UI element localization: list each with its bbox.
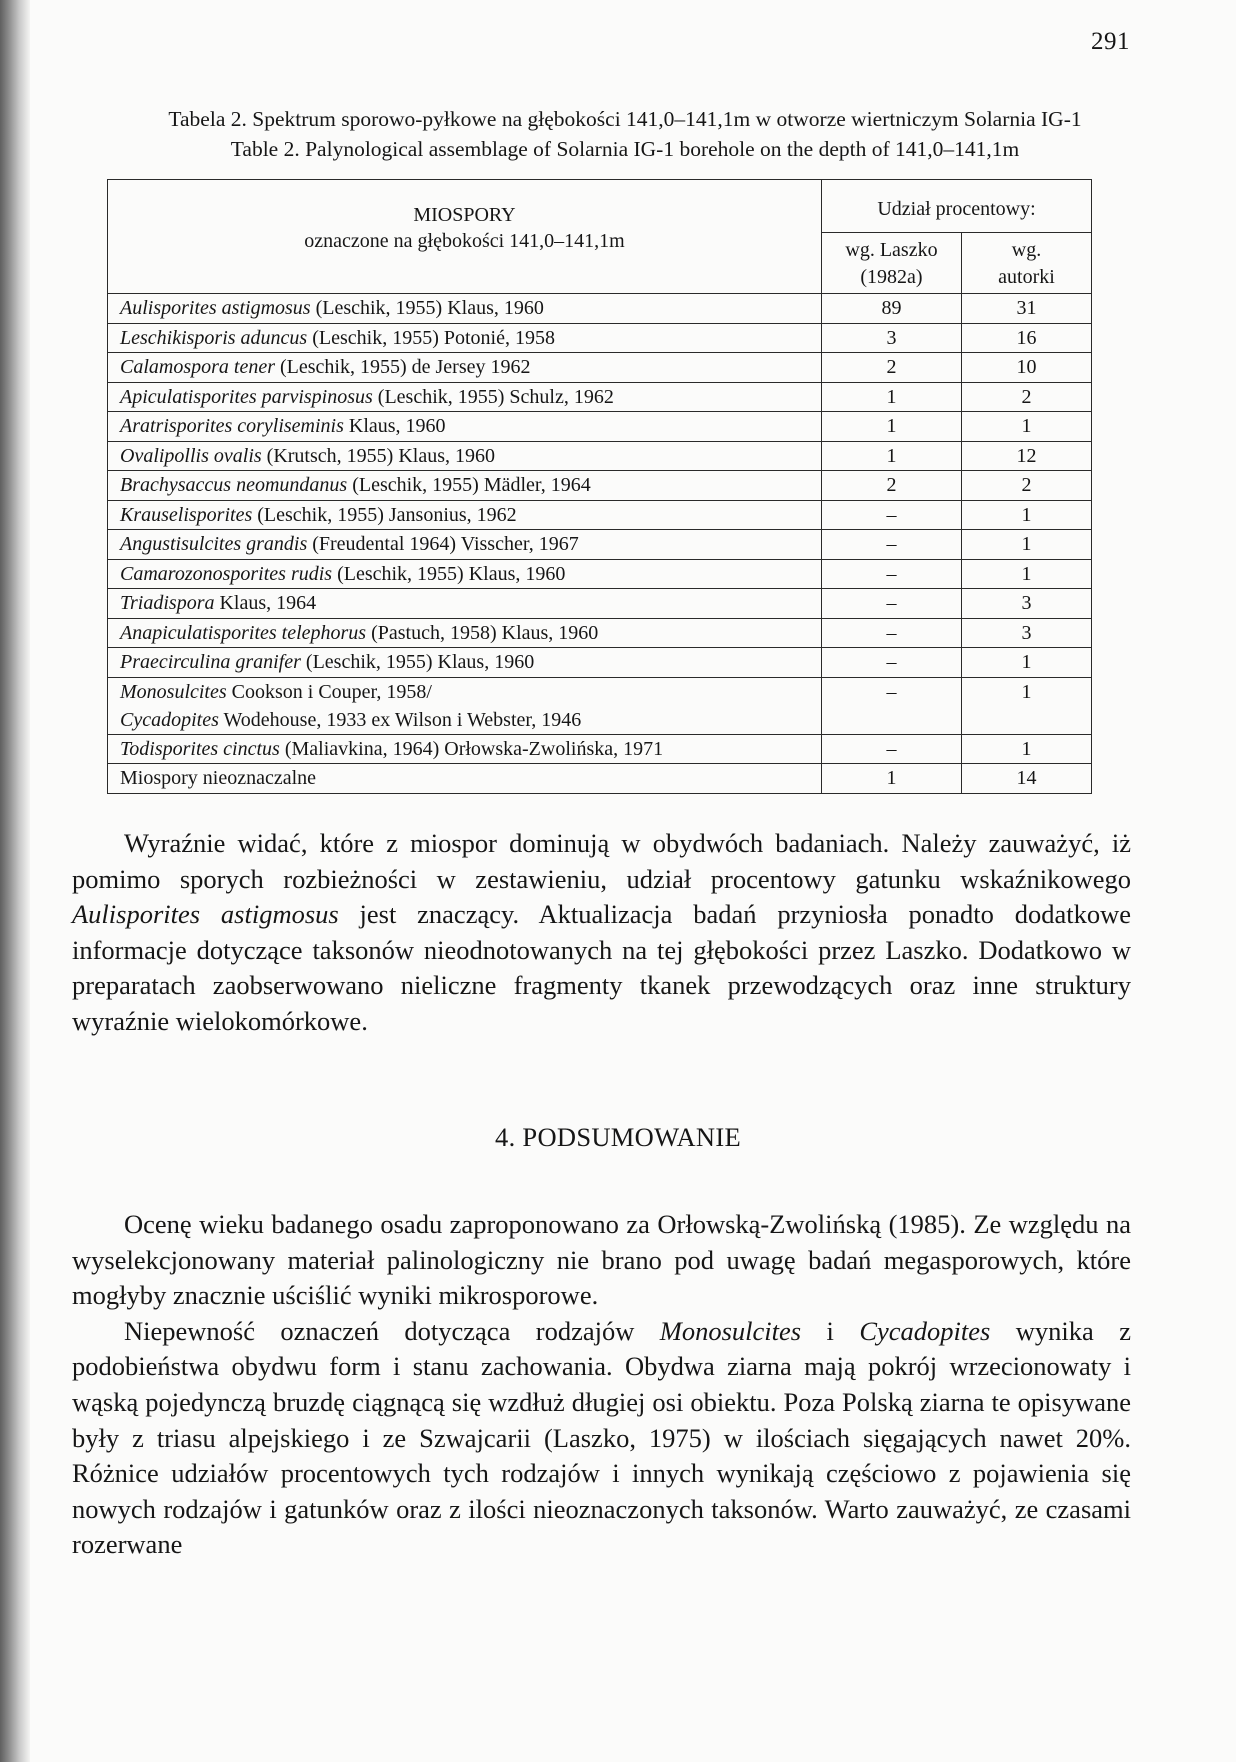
spectrum-table <box>107 179 1092 794</box>
taxon-cell <box>108 323 822 353</box>
paragraph-summary-2 <box>72 1314 1131 1563</box>
header-udzial: Udział procentowy: <box>822 180 1092 233</box>
taxon-author: (Leschik, 1955) Schulz, 1962 <box>372 385 614 408</box>
autorki-value: 3 <box>962 589 1092 619</box>
header-laszko-line1: wg. Laszko <box>845 239 938 261</box>
laszko-value: – <box>822 530 962 560</box>
taxon-author: Klaus, 1964 <box>214 592 317 615</box>
taxon-cell <box>108 648 822 678</box>
table-row <box>108 412 1092 442</box>
paragraph-italic-taxon: Monosulcites <box>659 1315 802 1346</box>
autorki-value: 1 <box>962 412 1092 442</box>
table-row <box>108 648 1092 678</box>
caption-polish: Tabela 2. Spektrum sporowo-pyłkowe na głębokości 141,0–141,1m w otworze wiertniczym Solarnia IG-1 <box>168 107 1082 131</box>
taxon-cell <box>108 734 822 764</box>
table-row-double <box>108 677 1092 734</box>
autorki-value: 1 <box>962 530 1092 560</box>
taxon-cell <box>108 382 822 412</box>
autorki-value: 10 <box>962 353 1092 383</box>
taxon-author: (Maliavkina, 1964) Orłowska-Zwolińska, 1971 <box>279 737 664 760</box>
table-caption <box>0 104 1236 164</box>
taxon-genus: Angustisulcites grandis <box>120 533 308 556</box>
taxon-cell <box>108 500 822 530</box>
laszko-value: 1 <box>822 382 962 412</box>
taxon-genus: Cycadopites <box>120 708 219 731</box>
laszko-value: – <box>822 559 962 589</box>
header-autorki-line1: wg. <box>1011 239 1042 261</box>
laszko-value: 1 <box>822 764 962 794</box>
taxon-author: Wodehouse, 1933 ex Wilson i Webster, 1946 <box>218 708 582 731</box>
page-number: 291 <box>1091 28 1130 55</box>
autorki-value: 2 <box>962 471 1092 501</box>
table-row <box>108 500 1092 530</box>
laszko-value: 3 <box>822 323 962 353</box>
header-laszko-line2: (1982a) <box>860 266 923 288</box>
taxon-genus: Calamospora tener <box>120 356 275 379</box>
laszko-value: – <box>822 677 962 734</box>
laszko-value: 2 <box>822 471 962 501</box>
table-row <box>108 734 1092 764</box>
laszko-value: – <box>822 589 962 619</box>
caption-english: Table 2. Palynological assemblage of Solarnia IG-1 borehole on the depth of 141,0–141,1m <box>230 137 1020 161</box>
taxon-author: (Leschik, 1955) Klaus, 1960 <box>300 651 535 674</box>
table-row <box>108 471 1092 501</box>
table-row-last <box>108 764 1092 794</box>
paragraph-text-span: Niepewność oznaczeń dotycząca rodzajów <box>124 1315 660 1346</box>
paragraph-results <box>72 826 1131 1040</box>
laszko-value: 1 <box>822 441 962 471</box>
taxon-author: Klaus, 1960 <box>343 415 446 438</box>
table-row <box>108 618 1092 648</box>
taxon-author: (Leschik, 1955) Jansonius, 1962 <box>252 503 517 526</box>
taxon-cell-double <box>108 677 822 734</box>
taxon-genus: Apiculatisporites parvispinosus <box>120 385 373 408</box>
paragraph-text-span: Wyraźnie widać, które z miospor dominują w obydwóch badaniach. Należy zauważyć, iż pomimo sporych rozbieżności w zestawieniu, udział procentowy gatunku wskaźnikowego <box>72 828 1131 894</box>
paragraph-summary-1: Ocenę wieku badanego osadu zaproponowano za Orłowską-Zwolińską (1985). Ze względu na wyselekcjonowany materiał palinologiczny nie brano pod uwagę badań megasporowych, które mogłyby znacznie uściślić wyniki mikrosporowe. <box>72 1209 1131 1311</box>
table-row <box>108 353 1092 383</box>
laszko-value: – <box>822 618 962 648</box>
taxon-genus: Aulisporites astigmosus <box>120 297 311 320</box>
taxon-genus: Anapiculatisporites telephorus <box>120 621 367 644</box>
table-row <box>108 294 1092 324</box>
taxon-cell <box>108 589 822 619</box>
laszko-value: 89 <box>822 294 962 324</box>
section-title: 4. PODSUMOWANIE <box>495 1122 741 1152</box>
autorki-value: 3 <box>962 618 1092 648</box>
autorki-value: 1 <box>962 734 1092 764</box>
taxon-genus: Todisporites cinctus <box>120 737 280 760</box>
taxon-cell <box>108 441 822 471</box>
table-row <box>108 382 1092 412</box>
taxon-genus: Praecirculina granifer <box>120 651 301 674</box>
table-row <box>108 323 1092 353</box>
taxon-author: (Pastuch, 1958) Klaus, 1960 <box>366 621 599 644</box>
header-autorki-line2: autorki <box>998 266 1055 288</box>
taxon-cell <box>108 412 822 442</box>
autorki-value: 1 <box>962 677 1092 734</box>
paragraph-text-span: jest znaczący. Aktualizacja badań przyniosła ponadto dodatkowe informacje dotyczące taksonów nieodnotowanych na tej głębokości przez Laszko. Dodatkowo w preparatach zaobserwowano nieliczne fragmenty tkanek przewodzących oraz inne struktury wyraźnie wielokomórkowe. <box>72 899 1131 1036</box>
paragraph-results-text <box>72 826 1131 1040</box>
taxon-cell <box>108 471 822 501</box>
table-header-row <box>108 180 1092 233</box>
taxon-cell <box>108 559 822 589</box>
binding-shadow <box>0 0 30 1762</box>
table-row <box>108 441 1092 471</box>
taxon-genus: Ovalipollis ovalis <box>120 444 262 467</box>
header-miospory-title: MIOSPORY <box>413 204 516 226</box>
autorki-value: 16 <box>962 323 1092 353</box>
taxon-cell <box>108 618 822 648</box>
autorki-value: 12 <box>962 441 1092 471</box>
taxon-author: Cookson i Couper, 1958/ <box>226 680 432 703</box>
taxon-author: (Leschik, 1955) Mädler, 1964 <box>347 474 591 497</box>
taxon-cell <box>108 294 822 324</box>
laszko-value: 1 <box>822 412 962 442</box>
laszko-value: – <box>822 734 962 764</box>
spectrum-table-wrapper <box>107 179 1091 794</box>
autorki-value: 1 <box>962 648 1092 678</box>
paragraph-italic-taxon: Cycadopites <box>859 1315 991 1346</box>
taxon-genus: Triadispora <box>120 592 215 615</box>
taxon-cell: Miospory nieoznaczalne <box>108 764 822 794</box>
table-row <box>108 589 1092 619</box>
taxon-genus: Brachysaccus neomundanus <box>120 474 348 497</box>
taxon-author: (Leschik, 1955) Potonié, 1958 <box>307 326 555 349</box>
taxon-genus: Camarozonosporites rudis <box>120 562 333 585</box>
taxon-genus: Leschikisporis aduncus <box>120 326 308 349</box>
header-miospory-subtitle: oznaczone na głębokości 141,0–141,1m <box>304 230 625 252</box>
paragraph-italic-taxon: Aulisporites astigmosus <box>72 899 339 930</box>
paragraph-summary <box>72 1207 1131 1563</box>
autorki-value: 1 <box>962 559 1092 589</box>
taxon-author: (Krutsch, 1955) Klaus, 1960 <box>261 444 495 467</box>
autorki-value: 31 <box>962 294 1092 324</box>
taxon-author: (Freudental 1964) Visscher, 1967 <box>307 533 579 556</box>
taxon-cell <box>108 353 822 383</box>
laszko-value: – <box>822 500 962 530</box>
paragraph-text-span: wynika z podobieństwa obydwu form i stanu zachowania. Obydwa ziarna mają pokrój wrzecionowaty i wąską pojedynczą bruzdę ciągnącą się wzdłuż długiej osi obiektu. Poza Polską ziarna te opisywane były z triasu alpejskiego i ze Szwajcarii (Laszko, 1975) w ilościach sięgających nawet 20%. Różnice udziałów procentowych tych rodzajów i innych wynikają częściowo z pojawienia się nowych rodzajów i gatunków oraz z ilości nieoznaczonych taksonów. Warto zauważyć, ze czasami rozerwane <box>72 1315 1131 1560</box>
header-laszko <box>822 233 962 294</box>
autorki-value: 2 <box>962 382 1092 412</box>
laszko-value: 2 <box>822 353 962 383</box>
taxon-cell <box>108 530 822 560</box>
taxon-author: (Leschik, 1955) Klaus, 1960 <box>332 562 566 585</box>
taxon-genus: Krauselisporites <box>120 503 253 526</box>
header-autorki <box>962 233 1092 294</box>
taxon-author: (Leschik, 1955) de Jersey 1962 <box>275 356 531 379</box>
table-row <box>108 530 1092 560</box>
taxon-genus: Aratrisporites coryliseminis <box>120 415 344 438</box>
taxon-genus: Monosulcites <box>120 680 227 703</box>
table-row <box>108 559 1092 589</box>
autorki-value: 14 <box>962 764 1092 794</box>
laszko-value: – <box>822 648 962 678</box>
paragraph-text-span: i <box>801 1315 860 1346</box>
taxon-author: (Leschik, 1955) Klaus, 1960 <box>310 297 544 320</box>
autorki-value: 1 <box>962 500 1092 530</box>
header-miospory <box>108 180 822 294</box>
